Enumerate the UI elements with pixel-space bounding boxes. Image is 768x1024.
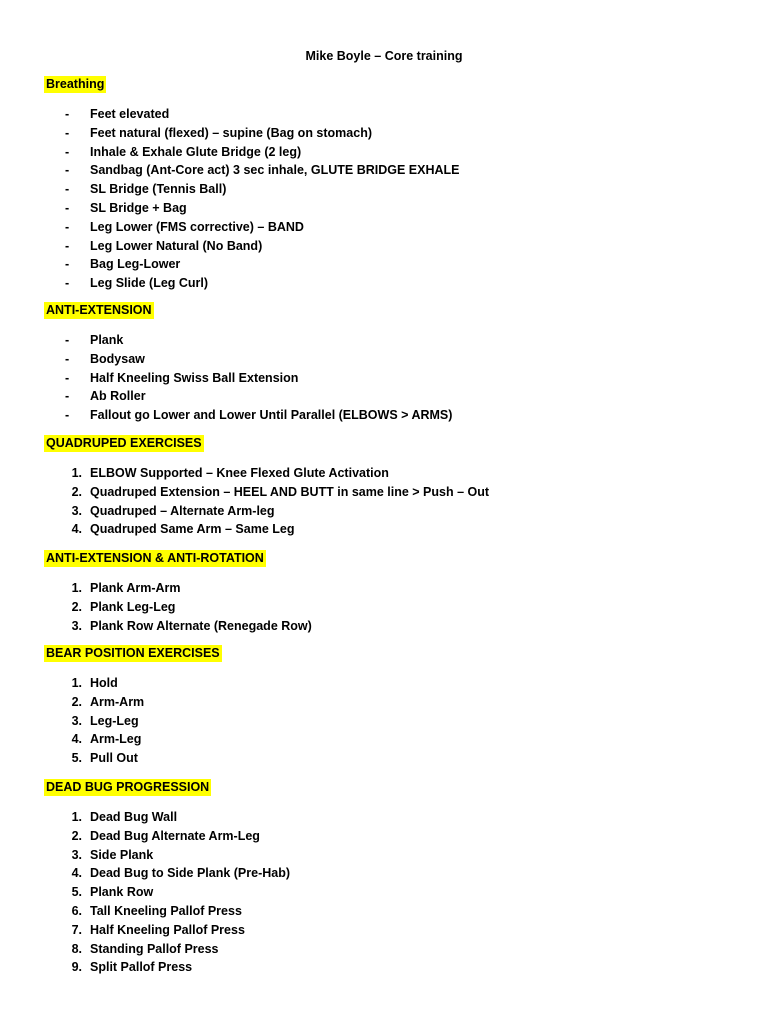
bullet-dash: - bbox=[65, 276, 70, 291]
item-number: 4. bbox=[71, 732, 82, 747]
list-item-text: Feet natural (flexed) – supine (Bag on stomach) bbox=[90, 125, 372, 140]
bullet-dash: - bbox=[65, 219, 70, 234]
list-item-text: Inhale & Exhale Glute Bridge (2 leg) bbox=[90, 144, 302, 159]
list-item bbox=[44, 199, 724, 218]
item-number: 4. bbox=[71, 866, 82, 881]
list-item bbox=[44, 940, 724, 959]
list-item-text: Bodysaw bbox=[90, 351, 145, 366]
list-item bbox=[44, 693, 724, 712]
list-item-text: Plank Row bbox=[90, 885, 154, 900]
section-heading: ANTI-EXTENSION & ANTI-ROTATION bbox=[46, 551, 264, 565]
list-item-text: Split Pallof Press bbox=[90, 960, 193, 975]
list-item-text: Fallout go Lower and Lower Until Parallel (ELBOWS > ARMS) bbox=[90, 408, 453, 423]
list-item bbox=[44, 406, 724, 425]
list-item-text: Plank Leg-Leg bbox=[90, 599, 176, 614]
list-item bbox=[44, 387, 724, 406]
bullet-dash: - bbox=[65, 370, 70, 385]
item-number: 2. bbox=[71, 694, 82, 709]
list-item-text: Feet elevated bbox=[90, 107, 170, 121]
list-item-text: Dead Bug to Side Plank (Pre-Hab) bbox=[90, 866, 291, 881]
section-dead-bug-progression bbox=[44, 779, 724, 977]
list-item-text: Half Kneeling Swiss Ball Extension bbox=[90, 370, 299, 385]
list-item-text: Arm-Arm bbox=[90, 694, 145, 709]
bullet-dash: - bbox=[65, 408, 70, 423]
list-item bbox=[44, 902, 724, 921]
list-item bbox=[44, 502, 724, 521]
item-number: 3. bbox=[71, 713, 82, 728]
list-item bbox=[44, 617, 724, 636]
list-item-text: Sandbag (Ant-Core act) 3 sec inhale, GLUTE BRIDGE EXHALE bbox=[90, 163, 460, 178]
list-item-text: Leg-Leg bbox=[90, 713, 139, 728]
list-item bbox=[44, 464, 724, 483]
item-number: 2. bbox=[71, 828, 82, 843]
list-item-text: Plank bbox=[90, 333, 124, 347]
list-item-text: Plank Arm-Arm bbox=[90, 581, 181, 595]
list-item-text: Leg Lower Natural (No Band) bbox=[90, 238, 263, 253]
item-number: 4. bbox=[71, 522, 82, 537]
bullet-dash: - bbox=[65, 182, 70, 197]
item-number: 9. bbox=[71, 960, 82, 975]
list-item bbox=[44, 883, 724, 902]
bullet-dash: - bbox=[65, 257, 70, 272]
item-number: 1. bbox=[71, 810, 82, 824]
item-number: 3. bbox=[71, 618, 82, 633]
list-item bbox=[44, 180, 724, 199]
list-item bbox=[44, 218, 724, 237]
numbered-list bbox=[44, 674, 724, 768]
item-number: 7. bbox=[71, 922, 82, 937]
bullet-dash: - bbox=[65, 351, 70, 366]
list-item bbox=[44, 369, 724, 388]
list-item bbox=[44, 827, 724, 846]
section-bear-position-exercises bbox=[44, 645, 724, 768]
item-number: 3. bbox=[71, 847, 82, 862]
list-item bbox=[44, 237, 724, 256]
list-item-text: Dead Bug Wall bbox=[90, 810, 178, 824]
list-item bbox=[44, 712, 724, 731]
list-item bbox=[44, 808, 724, 827]
list-item-text: SL Bridge (Tennis Ball) bbox=[90, 182, 227, 197]
bullet-dash: - bbox=[65, 144, 70, 159]
list-item-text: Quadruped – Alternate Arm-leg bbox=[90, 503, 275, 518]
bullet-dash: - bbox=[65, 125, 70, 140]
list-item-text: ELBOW Supported – Knee Flexed Glute Activation bbox=[90, 466, 389, 480]
list-item bbox=[44, 749, 724, 768]
list-item bbox=[44, 520, 724, 539]
bullet-dash: - bbox=[65, 107, 70, 121]
numbered-list bbox=[44, 579, 724, 635]
list-item bbox=[44, 730, 724, 749]
list-item-text: Tall Kneeling Pallof Press bbox=[90, 903, 242, 918]
list-item-text: Leg Lower (FMS corrective) – BAND bbox=[90, 219, 304, 234]
list-item-text: Side Plank bbox=[90, 847, 154, 862]
list-item-text: Dead Bug Alternate Arm-Leg bbox=[90, 828, 260, 843]
list-item-text: Ab Roller bbox=[90, 389, 146, 404]
list-item bbox=[44, 921, 724, 940]
bullet-dash: - bbox=[65, 333, 70, 347]
list-item bbox=[44, 864, 724, 883]
list-item bbox=[44, 274, 724, 293]
section-anti-extension bbox=[44, 302, 724, 425]
list-item bbox=[44, 674, 724, 693]
item-number: 5. bbox=[71, 751, 82, 766]
section-heading: Breathing bbox=[46, 77, 105, 91]
list-item-text: Quadruped Same Arm – Same Leg bbox=[90, 522, 295, 537]
section-heading: ANTI-EXTENSION bbox=[46, 303, 152, 317]
section-heading: BEAR POSITION EXERCISES bbox=[46, 646, 220, 660]
item-number: 2. bbox=[71, 484, 82, 499]
numbered-list bbox=[44, 808, 724, 977]
section-anti-extension-anti-rotation bbox=[44, 550, 724, 635]
list-item bbox=[44, 143, 724, 162]
list-item-text: Hold bbox=[90, 676, 118, 690]
list-item bbox=[44, 958, 724, 977]
list-item bbox=[44, 255, 724, 274]
item-number: 1. bbox=[71, 466, 82, 480]
item-number: 3. bbox=[71, 503, 82, 518]
list-item-text: Bag Leg-Lower bbox=[90, 257, 181, 272]
list-item bbox=[44, 846, 724, 865]
item-number: 1. bbox=[71, 581, 82, 595]
list-item-text: Quadruped Extension – HEEL AND BUTT in same line > Push – Out bbox=[90, 484, 490, 499]
bullet-dash: - bbox=[65, 200, 70, 215]
bullet-list bbox=[44, 105, 724, 293]
list-item bbox=[44, 124, 724, 143]
section-breathing bbox=[44, 76, 724, 293]
item-number: 2. bbox=[71, 599, 82, 614]
item-number: 6. bbox=[71, 903, 82, 918]
section-heading: DEAD BUG PROGRESSION bbox=[46, 780, 210, 794]
list-item bbox=[44, 331, 724, 350]
list-item-text: Pull Out bbox=[90, 751, 138, 766]
bullet-dash: - bbox=[65, 163, 70, 178]
list-item bbox=[44, 579, 724, 598]
list-item bbox=[44, 483, 724, 502]
item-number: 1. bbox=[71, 676, 82, 690]
list-item-text: SL Bridge + Bag bbox=[90, 200, 187, 215]
item-number: 8. bbox=[71, 941, 82, 956]
list-item-text: Half Kneeling Pallof Press bbox=[90, 922, 245, 937]
list-item-text: Standing Pallof Press bbox=[90, 941, 219, 956]
section-heading: QUADRUPED EXERCISES bbox=[46, 436, 202, 450]
item-number: 5. bbox=[71, 885, 82, 900]
list-item bbox=[44, 161, 724, 180]
section-quadruped-exercises bbox=[44, 435, 724, 539]
list-item bbox=[44, 350, 724, 369]
list-item-text: Arm-Leg bbox=[90, 732, 142, 747]
list-item bbox=[44, 598, 724, 617]
document-title: Mike Boyle – Core training bbox=[305, 49, 463, 63]
list-item-text: Plank Row Alternate (Renegade Row) bbox=[90, 618, 312, 633]
list-item bbox=[44, 105, 724, 124]
bullet-dash: - bbox=[65, 238, 70, 253]
numbered-list bbox=[44, 464, 724, 539]
list-item-text: Leg Slide (Leg Curl) bbox=[90, 276, 209, 291]
bullet-list bbox=[44, 331, 724, 425]
bullet-dash: - bbox=[65, 389, 70, 404]
